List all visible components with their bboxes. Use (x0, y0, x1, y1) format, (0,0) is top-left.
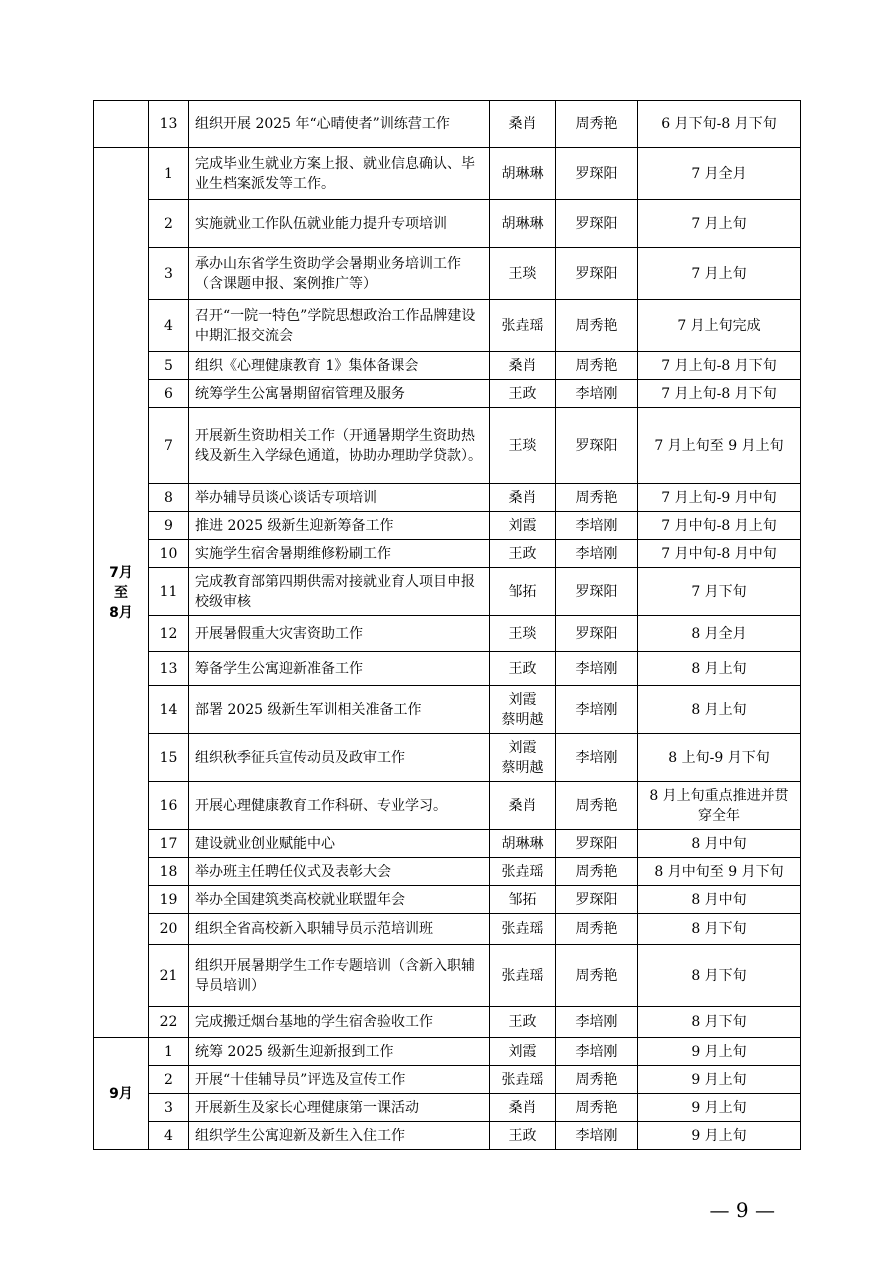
time-frame: 7 月中旬-8 月中旬 (638, 540, 801, 568)
table-row (94, 101, 801, 148)
time-frame: 9 月上旬 (638, 1038, 801, 1066)
lead-person: 桑肖 (490, 1094, 556, 1122)
supervisor: 周秀艳 (556, 1066, 638, 1094)
time-frame: 8 月上旬重点推进并贯穿全年 (638, 782, 801, 830)
supervisor: 李培刚 (556, 734, 638, 782)
table-row (94, 540, 801, 568)
task-description: 召开“一院一特色”学院思想政治工作品牌建设中期汇报交流会 (189, 300, 490, 352)
lead-person: 胡琳琳 (490, 830, 556, 858)
task-description: 组织开展暑期学生工作专题培训（含新入职辅导员培训） (189, 945, 490, 1007)
table-row (94, 1038, 801, 1066)
supervisor: 周秀艳 (556, 352, 638, 380)
supervisor: 周秀艳 (556, 1094, 638, 1122)
supervisor: 周秀艳 (556, 300, 638, 352)
item-number: 16 (149, 782, 189, 830)
lead-person: 桑肖 (490, 352, 556, 380)
table-row (94, 830, 801, 858)
time-frame: 8 月中旬 (638, 830, 801, 858)
table-row (94, 352, 801, 380)
time-frame: 8 月全月 (638, 616, 801, 652)
table-row (94, 652, 801, 686)
supervisor: 罗琛阳 (556, 616, 638, 652)
item-number: 11 (149, 568, 189, 616)
item-number: 6 (149, 380, 189, 408)
lead-person: 胡琳琳 (490, 148, 556, 200)
table-row (94, 945, 801, 1007)
task-description: 组织开展 2025 年“心晴使者”训练营工作 (189, 101, 490, 148)
task-description: 开展心理健康教育工作科研、专业学习。 (189, 782, 490, 830)
item-number: 9 (149, 512, 189, 540)
lead-person: 刘霞 蔡明越 (490, 734, 556, 782)
task-description: 开展新生资助相关工作（开通暑期学生资助热线及新生入学绿色通道，协助办理助学贷款）。 (189, 408, 490, 484)
supervisor: 罗琛阳 (556, 148, 638, 200)
supervisor: 周秀艳 (556, 914, 638, 945)
supervisor: 周秀艳 (556, 782, 638, 830)
table-row (94, 148, 801, 200)
table-row (94, 1007, 801, 1038)
time-frame: 7 月下旬 (638, 568, 801, 616)
time-frame: 9 月上旬 (638, 1094, 801, 1122)
page-number: — 9 — (709, 1198, 775, 1222)
item-number: 22 (149, 1007, 189, 1038)
lead-person: 王政 (490, 652, 556, 686)
item-number: 4 (149, 300, 189, 352)
lead-person: 桑肖 (490, 101, 556, 148)
table-row (94, 616, 801, 652)
month-cell (94, 101, 149, 148)
table-row (94, 408, 801, 484)
item-number: 13 (149, 652, 189, 686)
item-number: 12 (149, 616, 189, 652)
item-number: 10 (149, 540, 189, 568)
item-number: 21 (149, 945, 189, 1007)
item-number: 20 (149, 914, 189, 945)
supervisor: 李培刚 (556, 512, 638, 540)
task-description: 组织《心理健康教育 1》集体备课会 (189, 352, 490, 380)
lead-person: 邹拓 (490, 886, 556, 914)
time-frame: 9 月上旬 (638, 1122, 801, 1150)
task-description: 举办辅导员谈心谈话专项培训 (189, 484, 490, 512)
month-cell: 7月 至 8月 (94, 148, 149, 1038)
task-description: 举办全国建筑类高校就业联盟年会 (189, 886, 490, 914)
time-frame: 7 月上旬至 9 月上旬 (638, 408, 801, 484)
item-number: 14 (149, 686, 189, 734)
time-frame: 8 月中旬至 9 月下旬 (638, 858, 801, 886)
task-description: 开展新生及家长心理健康第一课活动 (189, 1094, 490, 1122)
time-frame: 6 月下旬-8 月下旬 (638, 101, 801, 148)
table-row (94, 686, 801, 734)
time-frame: 7 月上旬-8 月下旬 (638, 380, 801, 408)
table-row (94, 914, 801, 945)
lead-person: 王政 (490, 1122, 556, 1150)
lead-person: 王政 (490, 1007, 556, 1038)
task-description: 实施就业工作队伍就业能力提升专项培训 (189, 200, 490, 248)
lead-person: 王政 (490, 540, 556, 568)
lead-person: 刘霞 (490, 512, 556, 540)
item-number: 13 (149, 101, 189, 148)
table-row (94, 568, 801, 616)
supervisor: 周秀艳 (556, 945, 638, 1007)
item-number: 3 (149, 1094, 189, 1122)
supervisor: 罗琛阳 (556, 200, 638, 248)
table-row (94, 782, 801, 830)
item-number: 1 (149, 1038, 189, 1066)
lead-person: 刘霞 (490, 1038, 556, 1066)
item-number: 8 (149, 484, 189, 512)
work-plan-table (93, 100, 801, 1150)
task-description: 开展“十佳辅导员”评选及宣传工作 (189, 1066, 490, 1094)
time-frame: 8 月下旬 (638, 945, 801, 1007)
lead-person: 王政 (490, 380, 556, 408)
lead-person: 胡琳琳 (490, 200, 556, 248)
item-number: 3 (149, 248, 189, 300)
time-frame: 7 月上旬 (638, 248, 801, 300)
task-description: 完成教育部第四期供需对接就业育人项目申报校级审核 (189, 568, 490, 616)
lead-person: 刘霞 蔡明越 (490, 686, 556, 734)
time-frame: 7 月全月 (638, 148, 801, 200)
item-number: 19 (149, 886, 189, 914)
task-description: 筹备学生公寓迎新准备工作 (189, 652, 490, 686)
item-number: 4 (149, 1122, 189, 1150)
task-description: 实施学生宿舍暑期维修粉刷工作 (189, 540, 490, 568)
time-frame: 8 上旬-9 月下旬 (638, 734, 801, 782)
work-plan-body (94, 101, 801, 1150)
supervisor: 罗琛阳 (556, 408, 638, 484)
item-number: 15 (149, 734, 189, 782)
table-row (94, 858, 801, 886)
item-number: 1 (149, 148, 189, 200)
time-frame: 8 月下旬 (638, 914, 801, 945)
task-description: 开展暑假重大灾害资助工作 (189, 616, 490, 652)
time-frame: 8 月上旬 (638, 652, 801, 686)
table-row (94, 734, 801, 782)
supervisor: 罗琛阳 (556, 248, 638, 300)
time-frame: 8 月下旬 (638, 1007, 801, 1038)
task-description: 部署 2025 级新生军训相关准备工作 (189, 686, 490, 734)
table-row (94, 484, 801, 512)
item-number: 7 (149, 408, 189, 484)
time-frame: 8 月中旬 (638, 886, 801, 914)
table-row (94, 512, 801, 540)
table-row (94, 380, 801, 408)
task-description: 组织全省高校新入职辅导员示范培训班 (189, 914, 490, 945)
supervisor: 李培刚 (556, 1007, 638, 1038)
table-row (94, 300, 801, 352)
task-description: 建设就业创业赋能中心 (189, 830, 490, 858)
supervisor: 罗琛阳 (556, 568, 638, 616)
supervisor: 李培刚 (556, 1038, 638, 1066)
task-description: 推进 2025 级新生迎新筹备工作 (189, 512, 490, 540)
task-description: 完成毕业生就业方案上报、就业信息确认、毕业生档案派发等工作。 (189, 148, 490, 200)
task-description: 完成搬迁烟台基地的学生宿舍验收工作 (189, 1007, 490, 1038)
lead-person: 张垚瑶 (490, 945, 556, 1007)
time-frame: 9 月上旬 (638, 1066, 801, 1094)
lead-person: 桑肖 (490, 484, 556, 512)
item-number: 17 (149, 830, 189, 858)
item-number: 18 (149, 858, 189, 886)
table-row (94, 1094, 801, 1122)
supervisor: 周秀艳 (556, 101, 638, 148)
lead-person: 张垚瑶 (490, 300, 556, 352)
time-frame: 7 月上旬完成 (638, 300, 801, 352)
month-cell: 9月 (94, 1038, 149, 1150)
lead-person: 张垚瑶 (490, 914, 556, 945)
task-description: 承办山东省学生资助学会暑期业务培训工作（含课题申报、案例推广等） (189, 248, 490, 300)
supervisor: 周秀艳 (556, 858, 638, 886)
time-frame: 7 月中旬-8 月上旬 (638, 512, 801, 540)
table-row (94, 1122, 801, 1150)
supervisor: 李培刚 (556, 652, 638, 686)
supervisor: 罗琛阳 (556, 886, 638, 914)
supervisor: 李培刚 (556, 1122, 638, 1150)
task-description: 组织学生公寓迎新及新生入住工作 (189, 1122, 490, 1150)
table-row (94, 248, 801, 300)
table-row (94, 886, 801, 914)
task-description: 统筹学生公寓暑期留宿管理及服务 (189, 380, 490, 408)
table-row (94, 200, 801, 248)
supervisor: 李培刚 (556, 540, 638, 568)
time-frame: 8 月上旬 (638, 686, 801, 734)
lead-person: 桑肖 (490, 782, 556, 830)
lead-person: 王琰 (490, 248, 556, 300)
item-number: 2 (149, 200, 189, 248)
lead-person: 张垚瑶 (490, 1066, 556, 1094)
table-row (94, 1066, 801, 1094)
lead-person: 王琰 (490, 408, 556, 484)
item-number: 5 (149, 352, 189, 380)
time-frame: 7 月上旬-8 月下旬 (638, 352, 801, 380)
supervisor: 罗琛阳 (556, 830, 638, 858)
task-description: 统筹 2025 级新生迎新报到工作 (189, 1038, 490, 1066)
lead-person: 张垚瑶 (490, 858, 556, 886)
lead-person: 邹拓 (490, 568, 556, 616)
time-frame: 7 月上旬 (638, 200, 801, 248)
task-description: 组织秋季征兵宣传动员及政审工作 (189, 734, 490, 782)
supervisor: 李培刚 (556, 686, 638, 734)
supervisor: 李培刚 (556, 380, 638, 408)
time-frame: 7 月上旬-9 月中旬 (638, 484, 801, 512)
item-number: 2 (149, 1066, 189, 1094)
supervisor: 周秀艳 (556, 484, 638, 512)
lead-person: 王琰 (490, 616, 556, 652)
task-description: 举办班主任聘任仪式及表彰大会 (189, 858, 490, 886)
